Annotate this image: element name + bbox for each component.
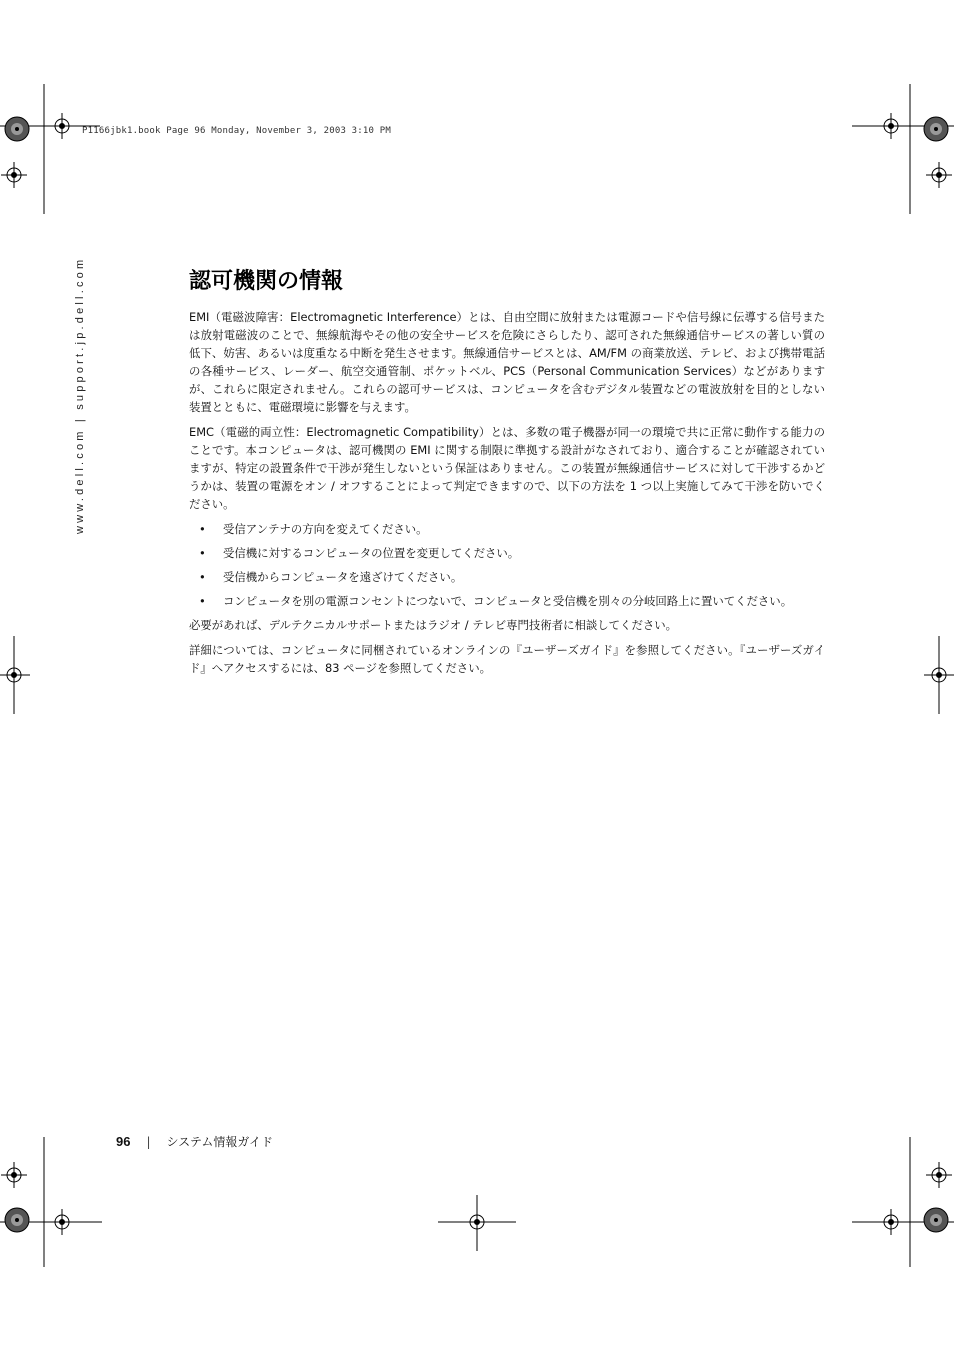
paragraph-emi: EMI（電磁波障害：Electromagnetic Interference）とは、自由空間に放射または電源コードや信号線に伝導する信号または放射電磁波のことで、無線航海やその他の安全サービスを危険にさらしたり、認可された無線通信サービスの著しい質の低下、妨害、あるいは度重なる中断を発生させます。無線通信サービスとは、AM/FM の商業放送、テレビ、および携帯電話の各種サービス、レーダー、航空交通管制、ポケットベル、PCS（Personal Communication Services）などがありますが、これらに限定されません。これらの認可サービスは、コンピュータを含むデジタル装置などの電波放射を目的としない装置とともに、電磁環境に影響を与えます。 [189,310,825,414]
bullet-icon: • [199,594,206,608]
book-title: システム情報ガイド [166,1135,273,1149]
page-footer [116,1133,273,1150]
paragraph-details: 詳細については、コンピュータに同梱されているオンラインの『ユーザーズガイド』を参照してください。『ユーザーズガイド』へアクセスするには、83 ページを参照してください。 [189,643,825,675]
bullet-icon: • [199,522,206,536]
page-number: 96 [116,1134,131,1149]
bullet-icon: • [199,546,206,560]
print-header: P1166jbk1.book Page 96 Monday, November 3, 2003 3:10 PM [82,126,392,136]
side-url-text: www.dell.com | support.jp.dell.com [74,256,86,534]
list-item: • コンピュータを別の電源コンセントにつないで、コンピュータと受信機を別々の分岐回路上に置いてください。 [199,594,793,608]
main-content [189,268,825,684]
paragraph-emc: EMC（電磁的両立性：Electromagnetic Compatibility）とは、多数の電子機器が同一の環境で共に正常に動作する能力のことです。本コンピュータは、認可機関の EMI に関する制限に準拠する設計がなされており、適合することが確認されていますが、特定の設置条件で干渉が発生しないという保証はありません。この装置が無線通信サービスに対して干渉するかどうかは、装置の電源をオン / オフすることによって判定できますので、以下の方法を 1 つ以上実施してみて干渉を防いでください。 [189,425,825,511]
list-item: • 受信機からコンピュータを遠ざけてください。 [199,570,463,584]
list-item: • 受信アンテナの方向を変えてください。 [199,522,428,536]
bullet-icon: • [199,570,206,584]
page-title: 認可機関の情報 [189,269,344,294]
footer-separator: | [146,1135,151,1149]
measures-list [189,520,825,610]
list-item: • 受信機に対するコンピュータの位置を変更してください。 [199,546,520,560]
paragraph-support: 必要があれば、デルテクニカルサポートまたはラジオ / テレビ専門技術者に相談してください。 [189,618,678,632]
